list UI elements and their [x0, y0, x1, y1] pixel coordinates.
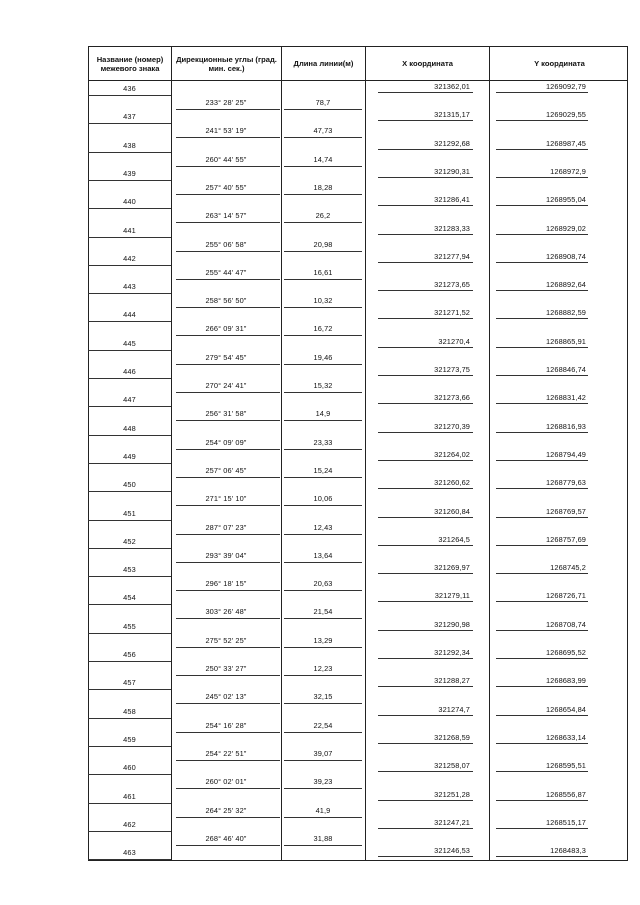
direction-angle: 255° 44' 47"	[205, 267, 247, 277]
point-number: 450	[123, 480, 136, 490]
row-rule	[176, 137, 280, 138]
point-number: 460	[123, 763, 136, 773]
header-y: Y координата	[534, 59, 585, 68]
row-rule	[378, 432, 473, 433]
row-rule	[176, 251, 280, 252]
direction-angle: 260° 44' 55"	[205, 154, 247, 164]
point-number: 453	[123, 565, 136, 575]
row-rule	[176, 477, 280, 478]
point-number: 441	[123, 225, 136, 235]
y-coordinate: 1268794,49	[545, 449, 586, 459]
row-rule	[88, 237, 171, 238]
row-rule	[88, 774, 171, 775]
y-coordinate: 1268882,59	[545, 308, 586, 318]
row-rule	[378, 234, 473, 235]
y-coordinate: 1268769,57	[545, 506, 586, 516]
point-number: 456	[123, 650, 136, 659]
x-coordinate: 321270,4	[438, 336, 470, 346]
row-rule	[88, 718, 171, 719]
row-rule	[496, 460, 588, 461]
row-rule	[88, 406, 171, 407]
direction-angle: 250° 33' 27"	[205, 664, 247, 673]
row-rule	[284, 760, 362, 761]
row-rule	[496, 375, 588, 376]
direction-angle: 254° 09' 09"	[205, 437, 247, 447]
row-rule	[496, 234, 588, 235]
row-rule	[88, 208, 171, 209]
row-rule	[176, 307, 280, 308]
row-rule	[378, 149, 473, 150]
row-rule	[284, 109, 362, 110]
row-rule	[176, 675, 280, 676]
row-rule	[88, 803, 171, 804]
direction-angle: 271° 15' 10"	[205, 494, 247, 504]
row-rule	[378, 828, 473, 829]
row-rule	[88, 180, 171, 181]
row-rule	[496, 262, 588, 263]
x-coordinate: 321315,17	[434, 110, 470, 120]
x-coordinate: 321271,52	[434, 308, 470, 318]
row-rule	[284, 675, 362, 676]
row-rule	[378, 177, 473, 178]
direction-angle: 287° 07' 23"	[205, 522, 247, 532]
row-rule	[176, 534, 280, 535]
point-number: 448	[123, 423, 136, 433]
row-rule	[176, 647, 280, 648]
x-coordinate: 321260,84	[434, 506, 470, 516]
x-coordinate: 321264,5	[438, 534, 470, 544]
row-rule	[284, 307, 362, 308]
row-rule	[496, 120, 588, 121]
row-rule	[496, 573, 588, 574]
line-length: 18,28	[313, 182, 333, 192]
direction-angle: 260° 02' 01"	[205, 777, 247, 787]
direction-angle: 256° 31' 58"	[205, 409, 247, 419]
y-coordinate: 1268955,04	[545, 195, 586, 205]
point-number: 463	[123, 848, 136, 858]
header-name: Название (номер) межевого знака	[89, 47, 172, 80]
x-coordinate: 321290,31	[434, 166, 470, 176]
row-rule	[284, 477, 362, 478]
x-coordinate: 321273,75	[434, 365, 470, 374]
line-length: 13,29	[313, 635, 333, 645]
row-rule	[284, 166, 362, 167]
row-rule	[88, 633, 171, 634]
row-rule	[176, 420, 280, 421]
row-rule	[378, 686, 473, 687]
row-rule	[496, 828, 588, 829]
row-rule	[284, 222, 362, 223]
row-rule	[284, 420, 362, 421]
x-coordinate: 321258,07	[434, 761, 470, 771]
row-rule	[496, 545, 588, 546]
row-rule	[378, 290, 473, 291]
row-rule	[378, 517, 473, 518]
header-x: X координата	[366, 47, 490, 80]
row-rule	[88, 746, 171, 747]
row-rule	[378, 403, 473, 404]
header-length: Длина линии(м)	[282, 47, 366, 80]
y-coordinate: 1268708,74	[545, 619, 586, 629]
row-rule	[378, 715, 473, 716]
row-rule	[176, 392, 280, 393]
line-length: 39,23	[313, 777, 333, 787]
y-coordinate: 1268726,71	[545, 591, 586, 601]
direction-angle: 241° 53' 19"	[205, 126, 247, 136]
header-angles: Дирекционные углы (град. мин. сек.)	[172, 47, 282, 80]
line-length: 21,54	[313, 607, 333, 617]
x-coordinate: 321288,27	[434, 676, 470, 686]
row-rule	[496, 149, 588, 150]
x-coordinate: 321283,33	[434, 223, 470, 233]
row-rule	[496, 771, 588, 772]
row-rule	[378, 743, 473, 744]
point-number: 446	[123, 367, 136, 376]
line-length: 12,23	[313, 664, 333, 673]
line-length: 22,54	[313, 720, 333, 730]
row-rule	[176, 222, 280, 223]
direction-angle: 279° 54' 45"	[205, 352, 247, 362]
row-rule	[88, 463, 171, 464]
x-coordinate: 321292,34	[434, 648, 470, 657]
row-rule	[378, 318, 473, 319]
y-coordinate: 1268987,45	[545, 138, 586, 148]
x-coordinate: 321269,97	[434, 563, 470, 573]
row-rule	[496, 488, 588, 489]
y-coordinate: 1268865,91	[545, 336, 586, 346]
line-length: 23,33	[313, 437, 333, 447]
row-rule	[176, 364, 280, 365]
row-rule	[378, 856, 473, 857]
row-rule	[496, 403, 588, 404]
row-rule	[88, 152, 171, 153]
row-rule	[378, 800, 473, 801]
line-length: 20,98	[313, 239, 333, 249]
point-number: 461	[123, 791, 136, 801]
row-rule	[378, 460, 473, 461]
row-rule	[284, 788, 362, 789]
row-rule	[176, 194, 280, 195]
row-rule	[284, 817, 362, 818]
row-rule	[176, 788, 280, 789]
row-rule	[88, 576, 171, 577]
row-rule	[88, 491, 171, 492]
x-coordinate: 321273,65	[434, 280, 470, 290]
row-rule	[496, 800, 588, 801]
row-rule	[176, 279, 280, 280]
row-rule	[378, 205, 473, 206]
row-rule	[88, 859, 171, 860]
line-length: 26,2	[315, 211, 331, 221]
y-coordinate: 1268483,3	[550, 846, 586, 856]
direction-angle: 257° 40' 55"	[205, 182, 247, 192]
direction-angle: 254° 16' 28"	[205, 720, 247, 730]
row-rule	[88, 321, 171, 322]
direction-angle: 254° 22' 51"	[205, 748, 247, 758]
row-rule	[496, 658, 588, 659]
point-number: 458	[123, 706, 136, 716]
direction-angle: 255° 06' 58"	[205, 239, 247, 249]
point-number: 440	[123, 197, 136, 207]
row-rule	[88, 123, 171, 124]
point-number: 455	[123, 621, 136, 631]
x-coordinate: 321290,98	[434, 619, 470, 629]
table-border-bottom	[88, 860, 628, 861]
line-length: 10,06	[313, 494, 333, 504]
line-length: 15,24	[313, 465, 333, 475]
direction-angle: 257° 06' 45"	[205, 465, 247, 475]
point-number: 445	[123, 338, 136, 348]
y-coordinate: 1268595,51	[545, 761, 586, 771]
row-rule	[378, 262, 473, 263]
row-rule	[378, 658, 473, 659]
row-rule	[284, 251, 362, 252]
row-rule	[88, 378, 171, 379]
point-number: 438	[123, 140, 136, 150]
x-coordinate: 321246,53	[434, 846, 470, 856]
row-rule	[496, 177, 588, 178]
line-length: 31,88	[313, 833, 333, 843]
row-rule	[496, 432, 588, 433]
line-length: 16,72	[313, 324, 333, 334]
row-rule	[88, 831, 171, 832]
x-coordinate: 321274,7	[438, 704, 470, 714]
direction-angle: 268° 46' 40"	[205, 833, 247, 843]
x-coordinate: 321264,02	[434, 449, 470, 459]
line-length: 10,32	[313, 296, 333, 306]
row-rule	[284, 647, 362, 648]
row-rule	[284, 449, 362, 450]
x-coordinate: 321292,68	[434, 138, 470, 148]
row-rule	[88, 265, 171, 266]
point-number: 444	[123, 310, 136, 320]
row-rule	[88, 604, 171, 605]
x-coordinate: 321247,21	[434, 817, 470, 827]
row-rule	[88, 435, 171, 436]
row-rule	[496, 205, 588, 206]
line-length: 41,9	[315, 805, 331, 815]
x-coordinate: 321260,62	[434, 478, 470, 488]
row-rule	[284, 194, 362, 195]
row-rule	[176, 449, 280, 450]
y-coordinate: 1268929,02	[545, 223, 586, 233]
y-coordinate: 1268972,9	[550, 166, 586, 176]
row-rule	[378, 573, 473, 574]
y-coordinate: 1268846,74	[545, 365, 586, 374]
y-coordinate: 1268695,52	[545, 648, 586, 657]
row-rule	[378, 771, 473, 772]
y-coordinate: 1268816,93	[545, 421, 586, 431]
line-length: 20,63	[313, 579, 333, 589]
y-coordinate: 1269029,55	[545, 110, 586, 120]
direction-angle: 233° 28' 25"	[205, 98, 247, 107]
line-length: 14,9	[315, 409, 331, 419]
row-rule	[496, 743, 588, 744]
point-number: 454	[123, 593, 136, 603]
x-coordinate: 321277,94	[434, 251, 470, 261]
table-border-right	[627, 81, 628, 861]
row-rule	[284, 845, 362, 846]
row-rule	[496, 601, 588, 602]
row-rule	[496, 517, 588, 518]
x-coordinate: 321268,59	[434, 732, 470, 742]
table-header	[88, 46, 628, 81]
point-number: 436	[123, 84, 136, 93]
x-coordinate: 321273,66	[434, 393, 470, 403]
row-rule	[176, 845, 280, 846]
x-coordinate: 321362,01	[434, 82, 470, 91]
row-rule	[284, 505, 362, 506]
point-number: 443	[123, 282, 136, 292]
row-rule	[176, 590, 280, 591]
row-rule	[378, 630, 473, 631]
row-rule	[88, 548, 171, 549]
row-rule	[284, 392, 362, 393]
row-rule	[284, 137, 362, 138]
row-rule	[496, 290, 588, 291]
x-coordinate: 321251,28	[434, 789, 470, 799]
row-rule	[176, 505, 280, 506]
row-rule	[378, 92, 473, 93]
row-rule	[176, 109, 280, 110]
row-rule	[176, 335, 280, 336]
row-rule	[284, 534, 362, 535]
point-number: 451	[123, 508, 136, 518]
line-length: 14,74	[313, 154, 333, 164]
direction-angle: 264° 25' 32"	[205, 805, 247, 815]
point-number: 457	[123, 678, 136, 688]
x-coordinate: 321286,41	[434, 195, 470, 205]
line-length: 78,7	[315, 98, 331, 107]
line-length: 39,07	[313, 748, 333, 758]
row-rule	[496, 686, 588, 687]
row-rule	[378, 488, 473, 489]
y-coordinate: 1268757,69	[545, 534, 586, 544]
line-length: 47,73	[313, 126, 333, 136]
row-rule	[378, 347, 473, 348]
row-rule	[496, 318, 588, 319]
point-number: 462	[123, 819, 136, 829]
line-length: 19,46	[313, 352, 333, 362]
point-number: 442	[123, 253, 136, 263]
row-rule	[284, 732, 362, 733]
direction-angle: 266° 09' 31"	[205, 324, 247, 334]
row-rule	[88, 350, 171, 351]
row-rule	[496, 92, 588, 93]
point-number: 452	[123, 536, 136, 546]
row-rule	[88, 689, 171, 690]
direction-angle: 296° 18' 15"	[205, 579, 247, 589]
y-coordinate: 1268831,42	[545, 393, 586, 403]
line-length: 16,61	[313, 267, 333, 277]
row-rule	[378, 120, 473, 121]
direction-angle: 245° 02' 13"	[205, 692, 247, 702]
row-rule	[378, 375, 473, 376]
row-rule	[284, 590, 362, 591]
row-rule	[88, 520, 171, 521]
row-rule	[176, 166, 280, 167]
row-rule	[378, 601, 473, 602]
line-length: 13,64	[313, 550, 333, 560]
y-coordinate: 1268779,63	[545, 478, 586, 488]
direction-angle: 275° 52' 25"	[205, 635, 247, 645]
row-rule	[88, 661, 171, 662]
row-rule	[176, 732, 280, 733]
row-rule	[284, 364, 362, 365]
row-rule	[284, 279, 362, 280]
y-coordinate: 1268892,64	[545, 280, 586, 290]
y-coordinate: 1269092,79	[545, 82, 586, 91]
x-coordinate: 321279,11	[434, 591, 470, 601]
direction-angle: 303° 26' 48"	[205, 607, 247, 617]
y-coordinate: 1268633,14	[545, 732, 586, 742]
y-coordinate: 1268745,2	[550, 563, 586, 573]
point-number: 449	[123, 451, 136, 461]
row-rule	[176, 618, 280, 619]
point-number: 439	[123, 168, 136, 178]
y-coordinate: 1268556,87	[545, 789, 586, 799]
point-number: 459	[123, 734, 136, 744]
row-rule	[176, 562, 280, 563]
row-rule	[284, 703, 362, 704]
direction-angle: 258° 56' 50"	[205, 296, 247, 306]
point-number: 437	[123, 112, 136, 122]
direction-angle: 263° 14' 57"	[205, 211, 247, 221]
row-rule	[496, 347, 588, 348]
point-number: 447	[123, 395, 136, 405]
line-length: 12,43	[313, 522, 333, 532]
line-length: 32,15	[313, 692, 333, 702]
y-coordinate: 1268515,17	[545, 817, 586, 827]
row-rule	[284, 618, 362, 619]
row-rule	[176, 817, 280, 818]
row-rule	[284, 335, 362, 336]
row-rule	[496, 715, 588, 716]
row-rule	[88, 95, 171, 96]
y-coordinate: 1268908,74	[545, 251, 586, 261]
row-rule	[284, 562, 362, 563]
line-length: 15,32	[313, 381, 333, 390]
y-coordinate: 1268683,99	[545, 676, 586, 686]
row-rule	[176, 703, 280, 704]
row-rule	[176, 760, 280, 761]
column-divider	[365, 81, 366, 861]
row-rule	[378, 545, 473, 546]
row-rule	[88, 293, 171, 294]
row-rule	[496, 630, 588, 631]
row-rule	[496, 856, 588, 857]
y-coordinate: 1268654,84	[545, 704, 586, 714]
direction-angle: 293° 39' 04"	[205, 550, 247, 560]
x-coordinate: 321270,39	[434, 421, 470, 431]
direction-angle: 270° 24' 41"	[205, 381, 247, 390]
